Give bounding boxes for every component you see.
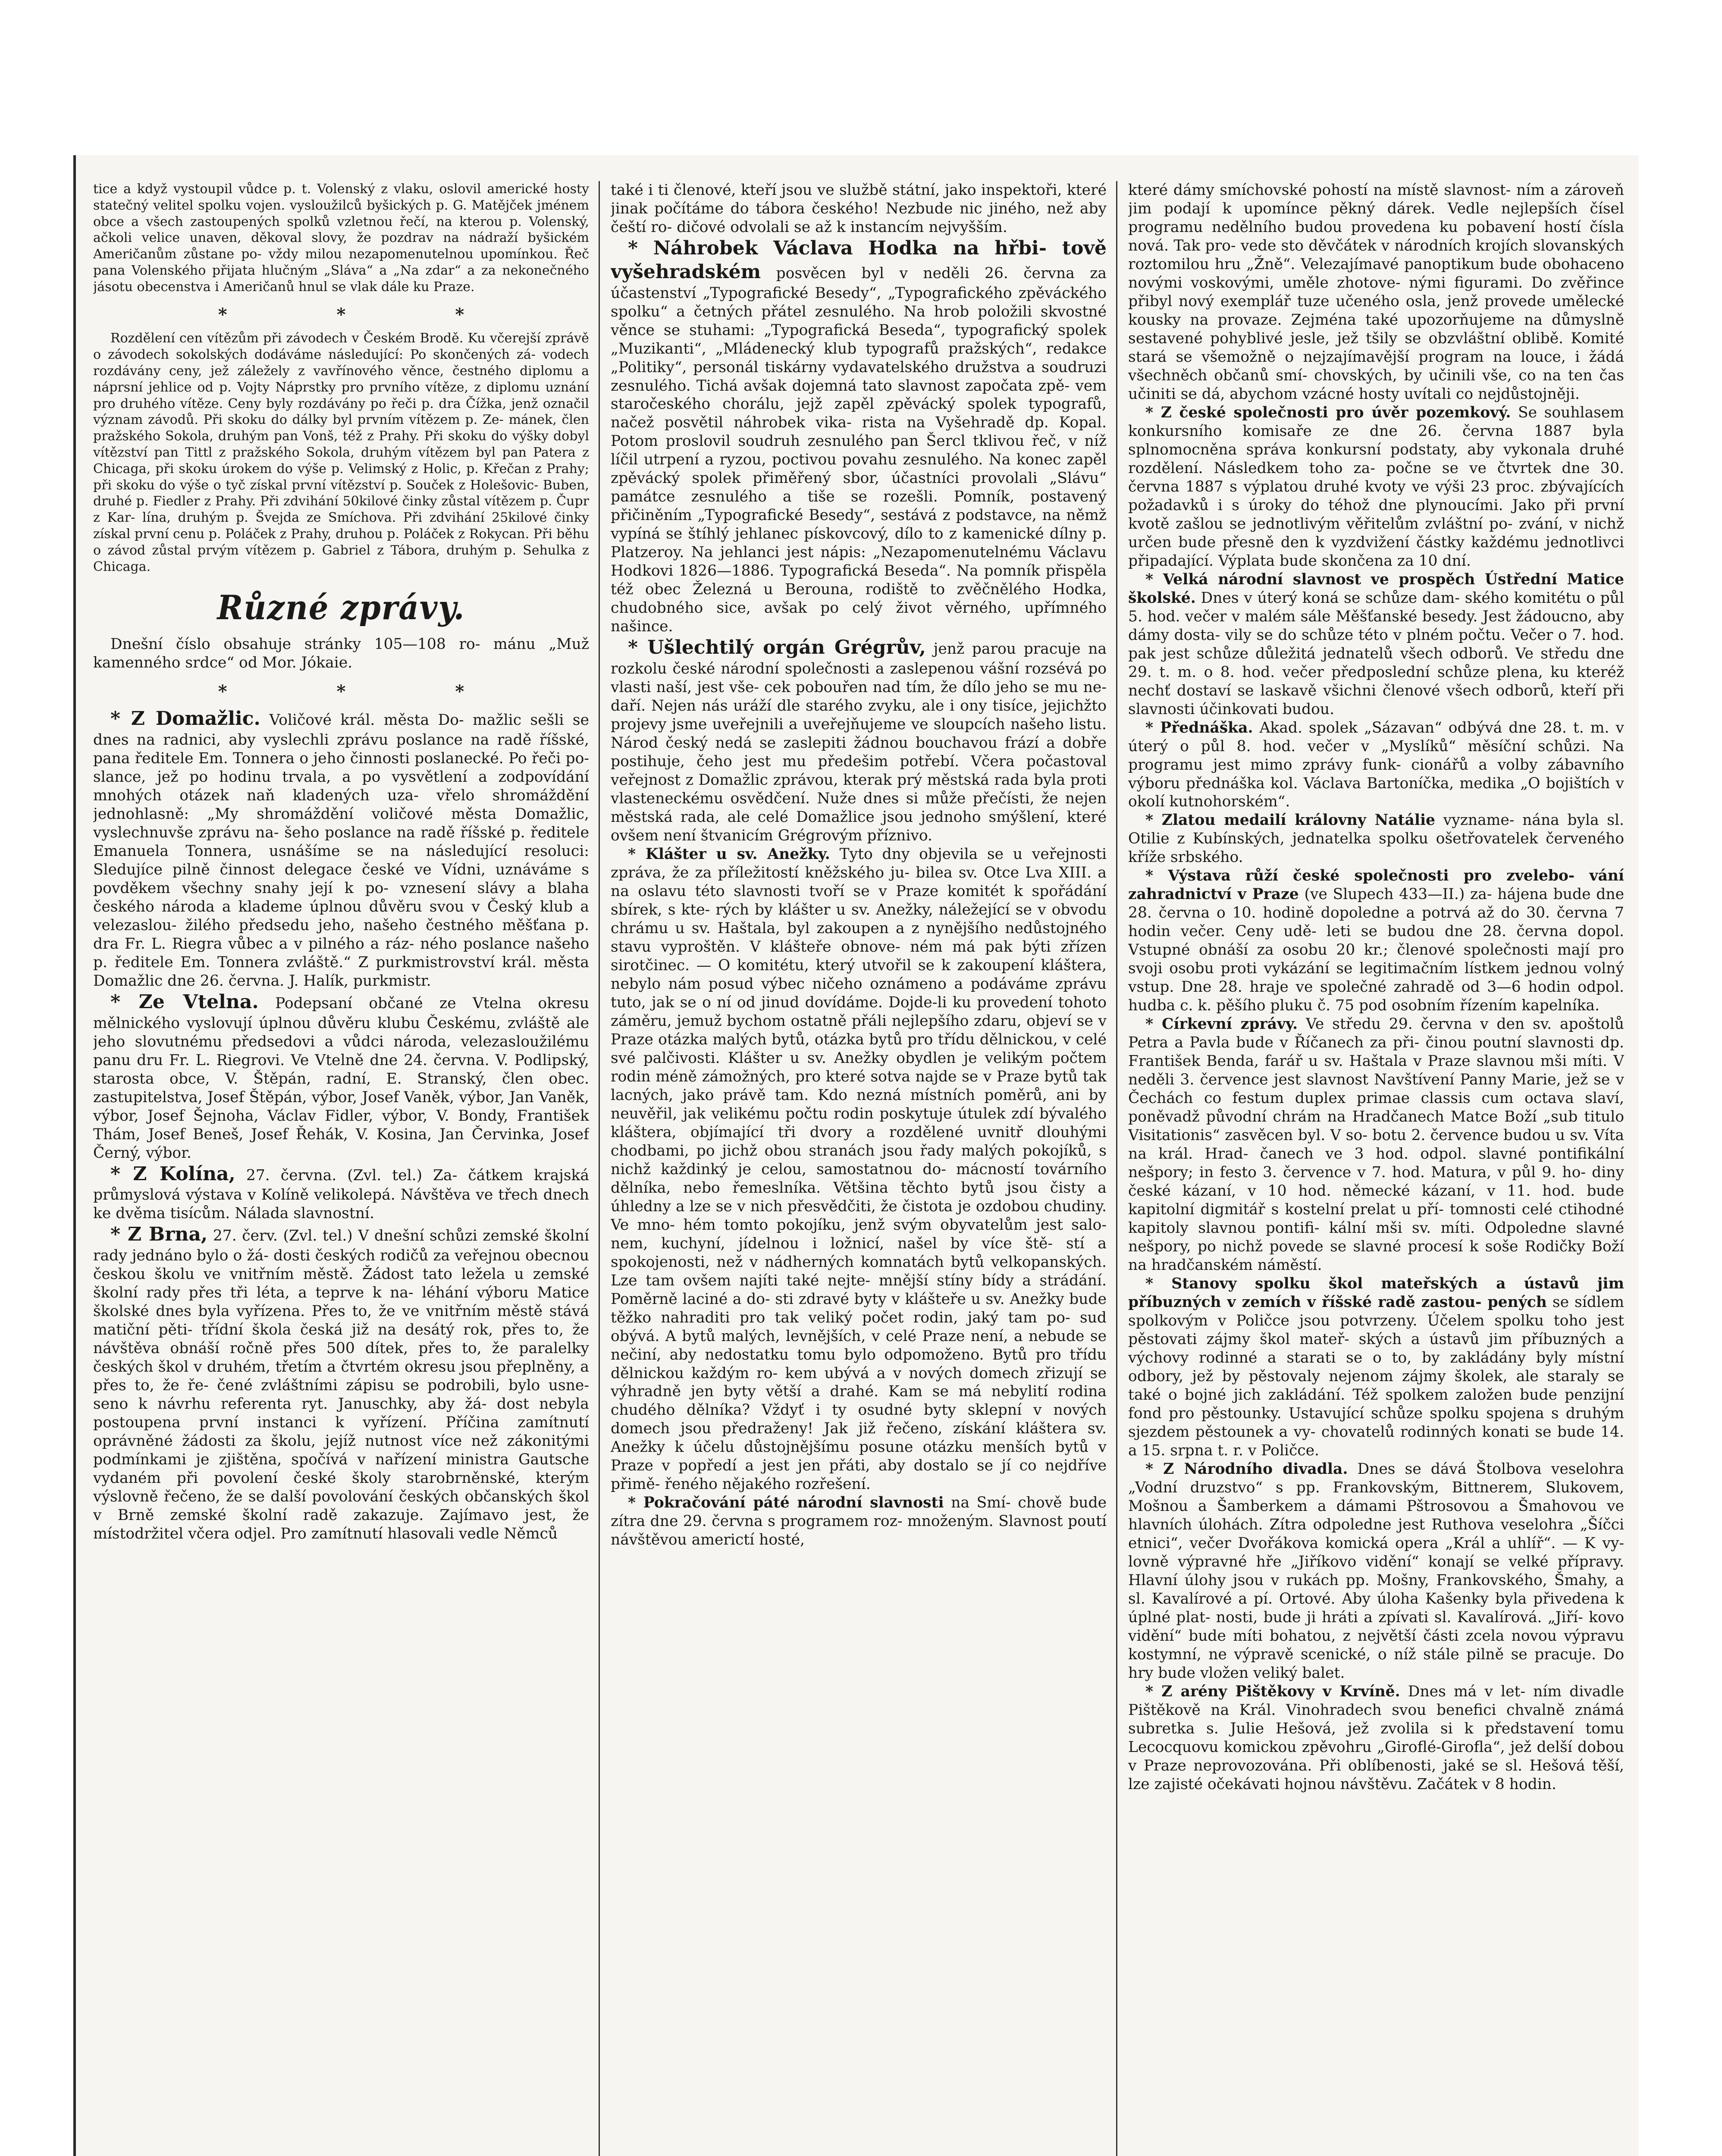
column-rule [1116, 181, 1117, 2156]
paragraph: také i ti členové, kteří jsou ve službě státní, jako inspektoři, které jinak počítáme do tábora českého! Nezbude nic jiného, než aby čeští ro- dičové odvolali se až k instancím nejvyšším. [611, 182, 1107, 236]
newspaper-page [73, 155, 1639, 2156]
news-lead: * Velká národní slavnost ve prospěch Ústřední Matice školské. [1128, 570, 1624, 607]
news-text: se sídlem spolkovým v Poličce jsou potvrzeny. Účelem spolku toho jest pěstovati zájmy škol mateř- ských a ústavů jim příbuzných a výchovy rodinné a starati se o to, by zakládány byly místní odbory, jež by pěstovaly nejenom zájmy školek, ale staraly se také o bojné jich zakládání. Též spolkem založen bude penzijní fond pro pěstounky. Ustavující schůze spolku spojena s druhým sjezdem pěstounek a vy- chovatelů rodinných konati se bude 14. a 15. srpna t. r. v Poličce. [1128, 1294, 1624, 1459]
news-text: Se souhlasem konkursního komisaře ze dne 26. června 1887 byla splnomocněna správa konkursní podstaty, aby vykonala druhé rozdělení. Následkem toho za- počne se ve čtvrtek dne 30. června 1887 s výplatou druhé kvoty ve výši 23 proc. zbývajících požadavků i s úroky do téhož dne plynoucími. Jako při první kvotě zašlou se jednotlivým věřitelům zvláštní po- zvání, v nichž určen bude přesně den k vyzdvižení částky každému jednotlivci připadající. Výplata bude skončena za 10 dní. [1128, 404, 1624, 570]
news-item [93, 1223, 589, 1543]
news-item [611, 237, 1107, 636]
news-lead: * Stanovy spolku škol mateřských a ústavů jim příbuzných v zemích v říšské radě zastou- pených [1128, 1275, 1624, 1311]
news-item [1128, 1275, 1624, 1460]
news-item [611, 1494, 1107, 1549]
news-text: 27. června. (Zvl. tel.) Za- čátkem krajská průmyslová výstava v Kolíně velikolepá. Návštěva ve třech dnech ke dvěma tisícům. Nálada slavnostní. [93, 1166, 589, 1222]
news-lead: * Z české společnosti pro úvěr pozemkový. [1145, 404, 1511, 421]
news-item [93, 990, 589, 1163]
news-item [93, 1163, 589, 1223]
news-lead: * Z arény Pištěkovy v Krvíně. [1145, 1683, 1400, 1700]
news-item [1128, 811, 1624, 867]
news-text: 27. červ. (Zvl. tel.) V dnešní schůzi zemské školní rady jednáno bylo o žá- dosti českých rodičů za veřejnou obecnou českou školu ve vnitřním městě. Žádost tato ležela u zemské školní rady přes tři léta, a teprve k na- léhání výboru Matice školské dnes byla vyřízena. Přes to, že ve vnitřním městě stává matiční pěti- třídní škola česká již na desátý rok, přes to, že návštěva obnáší ročně přes 500 dítek, přes to, že paralelky českých škol v druhém, třetím a čtvrtém okresu jsou přeplněny, a přes to, že ře- čené zvláštními zápisu se podrobili, bylo usne- seno k návrhu referenta ryt. Januschky, aby žá- dost nebyla postoupena první instanci k vyřízení. Příčina zamítnutí oprávněné žádosti za školu, jejíž nutnost více než zákonitými podmínkami je zjištěna, spočívá v nařízení ministra Gautsche vydaném při povolení české školy starobrněnské, kterým výslovně řečeno, že se další povolování českých občanských škol v Brně zemské školní radě zakazuje. Zajímavo jest, že místodržitel včera odjel. Pro zamítnutí hlasovali vedle Němců [93, 1227, 589, 1542]
section-divider: * * * [218, 681, 516, 702]
news-text: Dnes se dává Štolbova veselohra „Vodní druzstvo“ s pp. Frankovským, Bittnerem, Slukovem, Mošnou a Šamberkem a dámami Pštrosovou a Šmahovou ve hlavních úlohách. Zítra odpoledne jest Ruthova veselohra „Šíčci etnici“, večer Dvořákova komická opera „Král a uhlíř“. — K vy- lovně výpravné hře „Jiříkovo vidění“ konají se velké přípravy. Hlavní úlohy jsou v rukách pp. Mošny, Frankovského, Šmahy, a sl. Kavalírové a pí. Ortové. Aby úloha Kašenky byla přivedena k úplné plat- nosti, bude ji hráti a zpívati sl. Kavalírová. „Jiří- kovo vidění“ bude míti bohatou, z největší části zcela novou výpravu kostymní, ne výpravě scenické, o níž stále pilně se pracuje. Do hry bude vložen veliký balet. [1128, 1460, 1624, 1682]
column-1 [93, 181, 589, 2156]
news-item [1128, 404, 1624, 570]
news-text: Ve středu 29. června v den sv. apoštolů Petra a Pavla bude v Říčanech za při- činou poutní slavnosti dp. František Benda, farář u sv. Haštala v Praze slavnou mši míti. V neděli 3. července jest slavnost Navštívení Panny Marie, jež se v Čechách co festum duplex primae classis cum octava slaví, poněvadž původní chrám na Hradčanech Matce Boží „sub titulo Visitationis“ zasvěcen byl. V so- botu 2. července budou u sv. Víta na král. Hrad- čanech ve 3 hod. odpol. slavné pontifikální nešpory; in festo 3. července v 7. hod. Matura, v půl 9. ho- diny české kázaní, v 10 hod. německé kázaní, v 11. hod. bude kapitolní digmitář s kostelní prelat u pří- tomnosti celé ctihodné kapitoly slavnou pontifi- kální mši sv. míti. Odpoledne slavné nešpory, po nichž povede se slavné procesí k soše Rodičky Boží na hradčanském náměstí. [1128, 1015, 1624, 1274]
paragraph: Rozdělení cen vítězům při závodech v Českém Brodě. Ku včerejší zprávě o závodech sokolských dodáváme následující: Po skončených zá- vodech rozdávány ceny, jež záležely z vavřínového věnce, čestného diplomu a náprsní jehlice od p. Vojty Náprstky pro prvního vítěze, z diplomu uznání pro druhého vítěze. Ceny byly rozdávány po řeči p. dra Čížka, jenž označil význam závodů. Při skoku do dálky byl prvním vítězem p. Ze- mánek, člen pražského Sokola, druhým pan Vonš, též z Prahy. Při skoku do výšky dobyl vítězství pan Tittl z pražského Sokola, druhým vítězem byl pan Patera z Chicaga, při skoku úrokem do výše p. Velimský z Holic, p. Křečan z Prahy; při skoku do výše o tyč získal první vítězství p. Souček z Holešovic- Buben, druhé p. Fiedler z Prahy. Při zdvihání 50kilové činky zůstal vítězem p. Čupr z Kar- lína, druhým p. Švejda ze Smíchova. Při zdvihání 25kilové činky získal první cenu p. Poláček z Prahy, druhou p. Poláček z Rokycan. Při běhu o závod zůstal prvým vítězem p. Gabriel z Tábora, druhým p. Sehulka z Chicaga. [93, 331, 589, 574]
news-item [1128, 1683, 1624, 1794]
news-text: vyzname- nána byla sl. Otilie z Kubínských, jednatelka spolku ošetřovatelek červeného kříže srbského. [1128, 812, 1624, 866]
news-lead: * Náhrobek Václava Hodka na hřbi- tově vyšehradském [611, 237, 1107, 283]
news-text: Podepsaní občané ze Vtelna okresu mělnického vyslovují úplnou důvěru klubu Českému, zvláště ale jeho slovutnému předsedovi a vůdci národa, velezasloužilému panu dru Fr. L. Riegrovi. Ve Vtelně dne 24. června. V. Podlipský, starosta obce, V. Štěpán, radní, E. Stranský, člen obec. zastupitelstva, Josef Štěpán, výbor, Josef Vaněk, výbor, Jan Vaněk, výbor, Josef Šejnoha, Václav Fidler, výbor, V. Bondy, František Thám, Josef Beneš, Josef Řehák, V. Kosina, Jan Červinka, Josef Černý, výbor. [93, 994, 589, 1162]
news-lead: * Ušlechtilý orgán Grégrův, [628, 636, 926, 659]
news-lead: * Ze Vtelna. [110, 990, 259, 1013]
news-text: jenž parou pracuje na rozkolu české národní společnosti a zaslepenou vášní rozsévá po vlasti naší, jest vše- cek pobouřen nad tím, že dílo jeho se mu ne- daří. Nejen nás uráží dle starého zvyku, ale i ony tisíce, jejichžto projevy jsme uveřejnili a uveřejňujeme ve sloupcích našeho listu. Národ český nedá se zaslepiti žádnou bouchavou frází a dobře postihuje, čeho jest mu předešim potřebí. Včera počastoval veřejnost z Domažlic zprávou, kterak prý městská rada byla proti vlasteneckému osvědčení. Nuže dnes si může přečísti, že nejen městská rada, ale celé Domažlice jsou jednoho smýšlení, které ovšem není štvanicím Grégrovým příznivo. [611, 640, 1107, 844]
news-lead: * Církevní zprávy. [1145, 1015, 1298, 1033]
news-text: Akad. spolek „Sázavan“ odbývá dne 28. t. m. v úterý o půl 8. hod. večer v „Myslíků“ měsíční schůzi. Na programu jest mimo zprávy funk- cionářů a volby zábavního výboru přednáška kol. Václava Bartoníčka, medika „O bojištích v okolí kutnohorském“. [1128, 719, 1624, 811]
column-rule [599, 181, 600, 2156]
paragraph: tice a když vystoupil vůdce p. t. Volenský z vlaku, oslovil americké hosty statečný velitel spolku vojen. vysloužilců byšických p. G. Matějček jménem obce a všech zastoupených spolků vzletnou řečí, na kterou p. Volenský, ačkoli velice unaven, děkoval slovy, že pozdrav na nádraží byšickém Američanům zůstane po- vždy milou nezapomenutelnou upomínkou. Řeč pana Volenského přijata hlučným „Sláva“ a „Na zdar“ a za nekonečného jásotu obecenstva i Američanů hnul se vlak dále ku Praze. [93, 182, 589, 295]
news-lead: * Z Brna, [110, 1223, 208, 1246]
news-item [1128, 1460, 1624, 1683]
news-item [1128, 867, 1624, 1015]
intro-paragraph: Dnešní číslo obsahuje stránky 105—108 ro- mánu „Muž kamenného srdce“ od Mor. Jókaie. [93, 635, 589, 671]
news-text: na Smí- chově bude zítra dne 29. června s programem roz- množeným. Slavnost poutí návštěvou americtí hosté, [611, 1494, 1107, 1549]
news-text: Dnes má v let- ním divadle Pištěkově na Král. Vinohradech svou benefici chvalně známá subretka s. Julie Hešová, jež zvolila si k představení tomu Lecocquovu komickou zpěvohru „Giroflé-Girofla“, jež delší dobou v Praze neprovozována. Při oblíbenosti, jaké se sl. Hešová těší, lze zajisté očekávati hojnou návštěvu. Začátek v 8 hodin. [1128, 1683, 1624, 1793]
news-text: Dnes v úterý koná se schůze dam- ského komitétu o půl 5. hod. večer v malém sále Měšťanské besedy. Jest žádoucno, aby dámy dosta- vily se do schůze této v plném počtu. Večer o 7. hod. pak jest schůze důležitá jednatelů všech odborů. Ve středu dne 29. t. m. o 8. hod. večer předposlední schůze plena, ku kteréž nechť dostaví se laskavě všichni členové všech odborů, kteří při slavnosti účinkovati budou. [1128, 589, 1624, 718]
news-lead: * Z Domažlic. [110, 708, 260, 730]
news-item [1128, 1015, 1624, 1275]
news-lead: * Přednáška. [1145, 719, 1253, 736]
column-3 [1128, 181, 1624, 2156]
news-text: (ve Slupech 433—II.) za- hájena bude dne 28. června o 10. hodině dopoledne a potrvá až do 30. června 7 hodin večer. Ceny udě- leti se budou dne 28. června dopol. Vstupné obnáší za osobu 20 kr.; členové společnosti mají pro svoji osobu proti vykázání se legitimačním lístkem jednou volný vstup. Dne 28. hraje ve společné zahradě od 3—6 hodin odpol. hudba c. k. pěšího pluku č. 75 pod osobním řízením kapelníka. [1128, 886, 1624, 1015]
news-item [1128, 719, 1624, 812]
section-title: Různé zprávy. [217, 588, 465, 628]
news-item [93, 707, 589, 990]
news-lead: * Klášter u sv. Anežky. [628, 845, 830, 863]
news-item [1128, 570, 1624, 719]
section-divider: * * * [218, 304, 516, 325]
news-lead: * Z Národního divadla. [1145, 1460, 1348, 1478]
news-item [611, 845, 1107, 1494]
paragraph: které dámy smíchovské pohostí na místě slavnost- ním a zároveň jim podají k upomínce pěkný dárek. Vedle nejlepších čísel programu nedělního budou provedena ku pobavení hostí čísla nová. Tak pro- vede sto děvčátek v národních krojích slovanských roztomilou hru „Žně“. Velezajímavé panoptikum bude obohaceno novými voskovými, uměle zhotove- nými figurami. Do zvěřince přibyl nový exemplář tuze učeného osla, jenž provede umělecké kousky na provaze. Zejména také upozorňujeme na důmyslně sestavené pohyblivé jesle, jež tšily se obzvláštní oblibě. Komité stará se všemožně o nejzajímavější program na louce, i žádá všechněch občanů smí- chovských, by učinili vše, co na ten čas učiniti se dá, abychom vzácné hosty uvítali co nejdůstojněji. [1128, 182, 1624, 403]
news-text: Voličové král. města Do- mažlic sešli se dnes na radnici, aby vyslechli zprávu poslance na radě říšské, pana ředitele Em. Tonnera o jeho činnosti poslanecké. Po řeči po- slance, jež po hodinu trvala, a po vysvětlení a zodpovídání mnohých otázek naň kladených uza- vřelo shromáždění jednohlasně: „My shromáždění voličové města Domažlic, vyslechnuvše zprávu na- šeho poslance na radě říšské p. ředitele Emanuela Tonnera, usnášíme se na následující resoluci: Sledujíce pilně činnost delegace české ve Vídni, uznáváme s povděkem všechny snahy její k po- vznesení slávy a blaha českého národa a klademe úplnou důvěru svou v Český klub a velezaslou- žilého předsedu jeho, našeho čestného měšťana p. dra Fr. L. Riegra vůbec a v pilného a ráz- ného poslance našeho p. ředitele Em. Tonnera zvláště.“ Z purkmistrovství král. města Domažlic dne 26. června. J. Halík, purkmistr. [93, 711, 589, 990]
news-text: posvěcen byl v neděli 26. června za účastenství „Typografické Besedy“, „Typografického zpěváckého spolku“ a četných přátel zesnulého. Na hrob položili skvostné věnce se stuhami: „Typografická Beseda“, typografický spolek „Muzikanti“, „Mládenecký klub typografů pražských“, redakce „Politiky“, personál tiskárny vydavatelského družstva a soudruzi zesnulého. Tichá avšak dojemná tato slavnost započata zpě- vem staročeského chorálu, jejž zapěl zpěvácký spolek typografů, načež posvětil náhrobek vika- rista na Vyšehradě dp. Kopal. Potom proslovil soudruh zesnulého pan Šercl tklivou řeč, v níž líčil utrpení a ryzou, poctivou povahu zesnulého. Na konec zapěl zpěvácký spolek přiměřený sbor, účastníci provolali „Slávu“ památce zesnulého a tiše se rozešli. Pomník, postavený přičiněním „Typografické Besedy“, sestává z podstavce, na němž vypíná se štíhlý jehlanec pískovcový, dílo to z kamenické dílny p. Platzeroy. Na jehlanci jest nápis: „Nezapomenutelnému Václavu Hodkovi 1826—1886. Typografická Beseda“. Na pomník přispěla též obec Železná u Berouna, rodiště to zvěčnělého Hodka, chudobného sice, avšak po celý život věrného, upřímného našince. [611, 264, 1107, 636]
news-lead: * Z Kolína, [110, 1163, 235, 1185]
column-2 [611, 181, 1107, 2156]
news-item [611, 636, 1107, 845]
news-lead: * Pokračování páté národní slavnosti [628, 1494, 944, 1512]
news-lead: * Zlatou medailí královny Natálie [1145, 812, 1436, 829]
news-lead: * Výstava růží české společnosti pro zvelebo- vání zahradnictví v Praze [1128, 867, 1624, 903]
news-text: Tyto dny objevila se u veřejnosti zpráva, že za příležitostí kněžského ju- bilea sv. Otce Lva XIII. a na oslavu této slavnosti tvoří se v Praze komitét k spořádání sbírek, s kte- rých by klášter u sv. Anežky, náležející se v obvodu chrámu u sv. Haštala, byl zakoupen a z nynějšího nedůstojného stavu vyproštěn. V klášteře obnove- ném má pak býti zřízen sirotčinec. — O komitétu, který utvořil se k zakoupení kláštera, nebylo nám posud výbec ničeho oznámeno a podáváme zprávu tuto, jak se o ní od jinud dovídáme. Dojde-li ku provedení tohoto záměru, jemuž bychom ostatně přáli nejlepšího zdaru, objeví se v Praze otázka malých bytů, otázka bytů pro třídu dělnickou, v celé své palčivosti. Klášter u sv. Anežky obydlen je velikým počtem rodin méně zámožných, pro které sotva najde se v Praze bytů tak lacných, jako právě tam. Kdo nezná místních poměrů, ani by neuvěřil, jak velikému počtu rodin poskytuje útulek zdí bývalého kláštera, objímající tři dvory a rozdělené uvnitř dlouhými chodbami, po jichž obou stranách jsou řady malých pokojíků, s nichž každinký je celou, samostatnou do- mácností továrního dělníka, nebo řemeslníka. Většina těchto bytů jsou čisty a úhledny a lze se v nich přesvědčiti, že čistota je ozdobou chudiny. Ve mno- hém tomto pokojíku, jenž svým obyvatelům jest salo- nem, kuchyní, jídelnou i ložnicí, našel by více ště- stí a spokojenosti, než v nádherných komnatách bytů velkopanských. Lze tam ovšem najíti také nejte- mnější stíny bídy a strádání. Poměrně laciné a do- sti zdravé byty v klášteře u sv. Anežky bude těžko nahraditi pro tak veliký počet rodin, jaký tam po- sud obývá. A bytů malých, levnějších, v celé Praze není, a nebude se nečiní, aby nedostatku tomu bylo odpomoženo. Bytů pro třídu dělnickou každým ro- kem ubývá a v nových domech zřizují se výhradně jen byty větší a drahé. Kam se má nebylití rodina chudého dělníka? Vždyť i ty osudné byty sklepní v nových domech jsou předraženy! Jak již řečeno, získání kláštera sv. Anežky k účelu důstojnějšímu posune otázku menších bytů v Praze v popředí a jest jen přáti, aby dostalo se jí co nejdříve přimě- řeného nějakého rozřešení. [611, 845, 1107, 1493]
